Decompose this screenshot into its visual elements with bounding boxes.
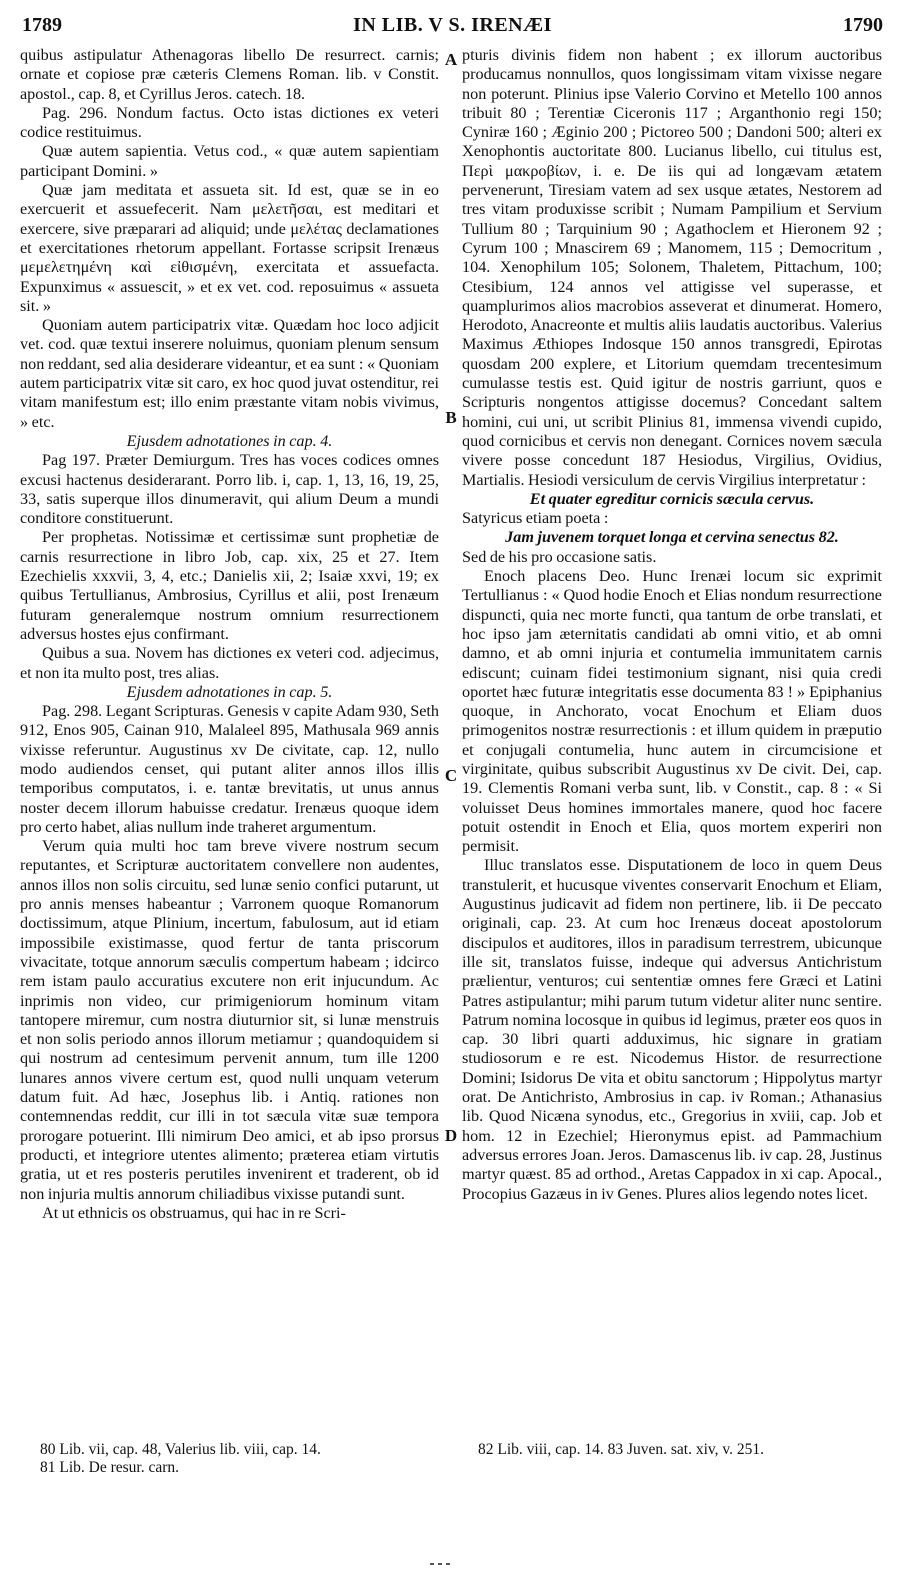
footnotes-right: [478, 1441, 888, 1459]
footnote: 81 Lib. De resur. carn.: [40, 1459, 180, 1476]
paragraph: Quibus a sua. Novem has dictiones ex veteri cod. adjecimus, et non ita multo post, tres alias.: [20, 644, 439, 682]
paragraph: Satyricus etiam poeta :: [462, 509, 609, 528]
paragraph: Illuc translatos esse. Disputationem de loco in quem Deus transtulerit, et hucusque viventes conservarit Enochum et Eliam, Augustinus judicavit ad fidem non pertinere, lib. ii De peccato originali, cap. 23. At cum hoc Irenæus doceat apostolorum discipulos et auditores, illos in paradisum terrestrem, ubicunque ille sit, translatos fuisse, indeque qui adversus Antichristum prælientur, venturos; cui sententiæ omnes fere Græci et Latini Patres astipulantur; mihi parum tutum videtur aliter nunc sentire. Patrum nomina locosque in quibus id legimus, præter eos quos in cap. 30 libri quarti adduximus, hic signare in gratiam studiosorum e re est. Nicodemus Histor. de resurrectione Domini; Isidorus De vita et obitu sanctorum ; Hippolytus martyr orat. De Antichristo, Ambrosius in cap. iv Roman.; Athanasius lib. Quod Nicæna synodus, etc., Gregorius in xviii, cap. Job et hom. 12 in Ezechiel; Hieronymus epist. ad Pammachium adversus errores Joan. Jeros. Damascenus lib. iv cap. 28, Justinus martyr quæst. 85 ad orthod., Aretas Cappadox in xi cap. Apocal., Procopius Gazæus in iv Genes. Plures alios legendo notes licet.: [462, 856, 882, 1203]
paragraph: Pag. 296. Nondum factus. Octo istas dictiones ex veteri codice restituimus.: [20, 103, 439, 142]
paragraph: quibus astipulatur Athenagoras libello De resurrect. carnis; ornate et copiose præ cæteris Clemens Roman. lib. v Constit. apostol., cap. 8, et Cyrillus Jeros. catech. 18.: [20, 46, 439, 103]
running-header: [22, 14, 883, 40]
margin-marker-d: D: [444, 1126, 458, 1145]
margin-marker-b: B: [445, 408, 457, 427]
footnotes-left: [40, 1441, 440, 1477]
paragraph: Quæ jam meditata et assueta sit. Id est, quæ se in eo exercuerit et assuefecerit. Nam μελετῆσαι, est meditari et exercere, sive præparari ad aliquid; unde μελέτας declamationes et exercitationes rhetorum appellant. Fortasse scripsit Irenæus μεμελετημένη καὶ εἰθισμένη, exercitata et assuefacta. Expunximus « assuescit, » et ex vet. cod. reposuimus « assueta sit. »: [20, 181, 439, 315]
paragraph: At ut ethnicis os obstruamus, qui hac in re Scri-: [42, 1203, 346, 1222]
footnote: 80 Lib. vii, cap. 48, Valerius lib. viii, cap. 14.: [40, 1441, 321, 1458]
footnote: 82 Lib. viii, cap. 14. 83 Juven. sat. xiv, v. 251.: [478, 1441, 765, 1458]
paragraph: pturis divinis fidem non habent ; ex illorum auctoribus producamus nonnullos, quos longissimam vitam vixisse negare non poterunt. Plinius ipse Valerio Corvino et Metello 100 annos tribuit 80 ; Terentiæ Ciceronis 117 ; Arganthonio regi 150; Cyniræ 160 ; Æginio 200 ; Pictoreo 500 ; Dandoni 500; alteri ex Xenophontis auctoritate 800. Lucianus libello, cui titulus est, Περὶ μακροβίων, i. e. De iis qui ad longævam ætatem pervenerunt, Tiresiam vatem ad sex usque ætates, Nestorem ad tres vitam produxisse scribit ; Numam Pampilium et Servium Tullium 80 ; Tarquinium 90 ; Agathoclem et Hieronem 92 ; Cyrum 100 ; Mnascirem 69 ; Manomem, 115 ; Democritum , 104. Xenophilum 105; Solonem, Thaletem, Pittachum, 100; Ctesibium, 124 annos vel attigisse vel superasse, et quamplurimos alios macrobios asseverat et dinumerat. Homero, Herodoto, Anacreonte et multis aliis laudatis auctoribus. Valerius Maximus Æthiopes Indosque 150 annos transgredi, Epirotas quosdam 200 explere, et Litorium quemdam trecentesimum cumulasse testis est. Quid igitur de nostris garriunt, quos e Scripturis nongentos attigisse docemus? Concedant saltem homini, cui uni, ut scribit Plinius 81, immensa vivendi cupido, quod cornicibus et cervis non denegant. Cornices novem sæcula vivere posse concedunt 187 Hesiodus, Virgilius, Ovidius, Martialis. Hesiodi versiculum de cervis Virgilius interpretatur :: [462, 46, 882, 489]
verse-quotation: Et quater egreditur cornicis sæcula cervus.: [529, 489, 815, 508]
paragraph: Enoch placens Deo. Hunc Irenæi locum sic exprimit Tertullianus : « Quod hodie Enoch et Elias nondum resurrectione dispuncti, quia nec morte functi, qua tantum de orbe translati, et hoc ipso jam æternitatis candidati ab omni vitio, et ab omni damno, et ab omni injuria et contumelia immunitatem carnis ediscunt; cuinam fidei testimonium signant, nisi quia credi oportet hæc futuræ integritatis esse documenta 83 ! » Epiphanius quoque, in Anchorato, vocat Enochum et Eliam duos primogenitos nostræ resurrectionis : et illum quidem in præputio et conjugali contumelia, hunc autem in circumcisione et virginitate, quibus subscribit Augustinus xv De civit. Dei, cap. 19. Clementis Romani verba sunt, lib. v Constit., cap. 8 : « Si voluisset Deus homines immortales manere, quod hoc facere potuit ostendit in Enoch et Elia, quos mortem experiri non permisit.: [462, 567, 882, 856]
left-column: [20, 46, 439, 1223]
paragraph: Pag. 298. Legant Scripturas. Genesis v capite Adam 930, Seth 912, Enos 905, Cainan 910, Malaleel 895, Mathusala 969 annis vixisse referuntur. Augustinus xv De civitate, cap. 12, nullo modo audiendos censet, qui putant aliter annos illos illis temporibus computatos, i. e. tantæ brevitatis, ut unus annus noster decem illorum habuisse credatur. Irenæus quoque idem pro certo habet, alias nullum inde traheret argumentum.: [20, 702, 439, 836]
page-number-left: 1789: [22, 14, 62, 36]
paragraph: Per prophetas. Notissimæ et certissimæ sunt prophetiæ de carnis resurrectione in libro Job, cap. xix, 25 et 27. Item Ezechielis xxxvii, 3, 4, etc.; Danielis xii, 2; Isaiæ xxvi, 19; ex quibus Tertullianus, Ambrosius, Cyrillus et alii, post Irenæum futuram generalemque nostrum omnium resurrectionem adversus hostes ejus confirmant.: [20, 528, 439, 643]
section-heading: Ejusdem adnotationes in cap. 5.: [126, 682, 333, 701]
paragraph: Sed de his pro occasione satis.: [462, 547, 657, 566]
bottom-page-mark: [430, 1552, 470, 1555]
margin-marker-c: C: [444, 766, 458, 785]
paragraph: Verum quia multi hoc tam breve vivere nostrum secum reputantes, et Scripturæ auctoritatem convellere non audentes, annos illos non solis circuitu, sed lunæ senio confici putarunt, ut pro annis menses habeantur ; Varronem quoque Romanorum doctissimum, atque Plinium, incertum, fabulosum, aut id etiam impossibile existimasse, quod fertur de tanta priscorum vivacitate, totque annorum sæculis compertum habeam ; idcirco rem istam paulo accuratius excutere non erit injucundum. Ac inprimis non video, cur primigeniorum hominum vitam tantopere miremur, cum nostra diuturnior sit, si lunæ menstruis et non solis periodo annos illorum metiamur ; quandoquidem si qui nostrum ad centesimum pervenit annum, tum ille 1200 lunares annos vivere certum est, quod nulli unquam veterum datum fuit. Ad hæc, Josephus lib. i Antiq. rationes non contemnendas reddit, cur illi in tot sæcula vitæ suæ tempora prorogare potuerint. Illi nimirum Deo amici, et ab ipso prorsus producti, et integriore utentes alimento; præterea etiam virtutis gratia, ut et res posteris perutiles invenirent et traderent, ob id non injuria multis annorum chiliadibus vixisse putandi sunt.: [20, 837, 439, 1203]
right-column: [462, 46, 882, 1204]
page-number-right: 1790: [843, 14, 883, 36]
paragraph: Quoniam autem participatrix vitæ. Quædam hoc loco adjicit vet. cod. quæ textui inserere noluimus, quoniam plenum sensum non reddant, sed alia desiderare videantur, et ea sunt : « Quoniam autem participatrix vitæ sit caro, ex hoc quod juvat ostenditur, rei vitam manifestum est; illo enim præstante vitam nobis vivimus, » etc.: [20, 316, 439, 431]
section-heading: Ejusdem adnotationes in cap. 4.: [126, 431, 333, 450]
verse-quotation: Jam juvenem torquet longa et cervina senectus 82.: [505, 528, 839, 547]
margin-marker-a: A: [444, 50, 458, 69]
paragraph: Pag 197. Præter Demiurgum. Tres has voces codices omnes excusi hactenus desiderarant. Porro lib. i, cap. 1, 13, 16, 19, 25, 33, satis superque illos dinumeravit, qui alium Deum a mundi conditore constituerunt.: [20, 451, 439, 528]
running-title: IN LIB. V S. IRENÆI: [353, 14, 552, 36]
paragraph: Quæ autem sapientia. Vetus cod., « quæ autem sapientiam participant Domini. »: [20, 142, 439, 180]
